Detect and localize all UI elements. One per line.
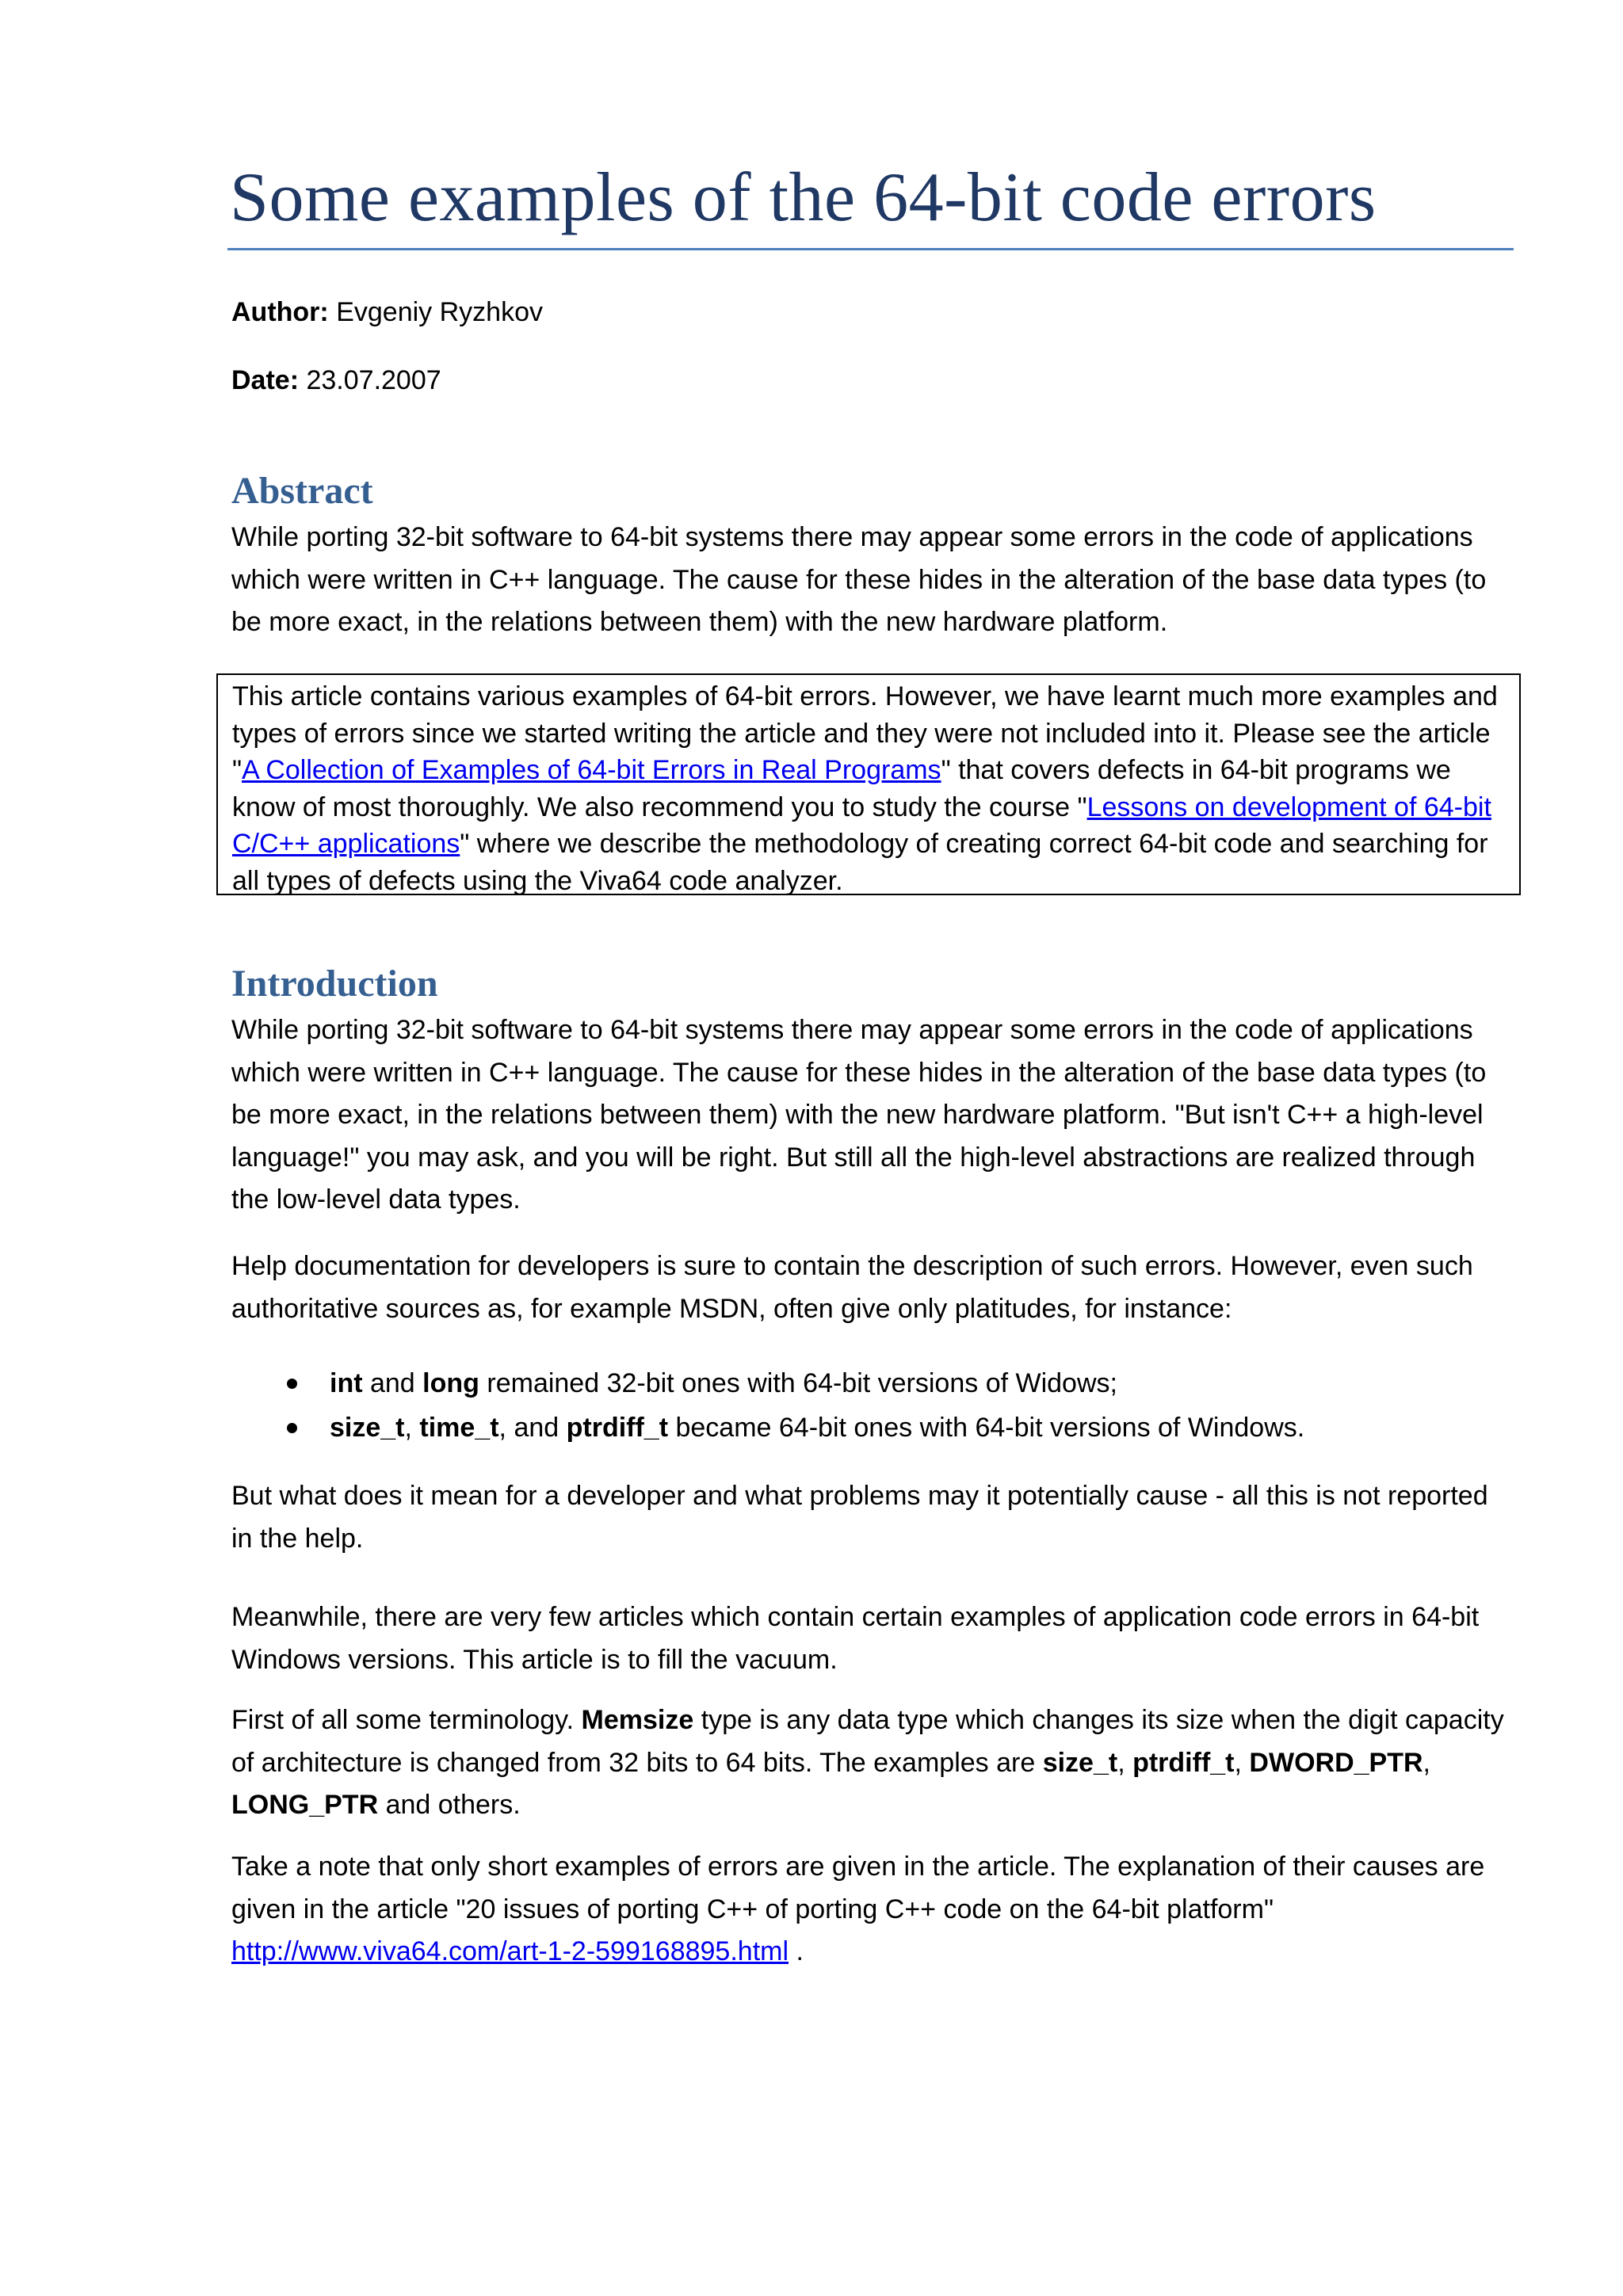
date-line — [231, 361, 441, 399]
text-and: and — [362, 1368, 423, 1398]
viva64-article-link[interactable]: http://www.viva64.com/art-1-2-599168895.html — [231, 1936, 789, 1966]
notice-text-1: This article contains various examples of 64-bit errors. However, we have learnt much more examples and types of errors since we started writing the article and they were not included into it. Please see the article " — [232, 681, 1498, 785]
separator: , — [1117, 1747, 1133, 1778]
introduction-heading: Introduction — [231, 963, 438, 1005]
lessons-course-link[interactable]: Lessons on development of 64-bit C/C++ applications — [232, 791, 1491, 859]
bullet-icon — [287, 1423, 297, 1433]
term-ptrdiff-t: ptrdiff_t — [566, 1413, 669, 1443]
bullet-icon — [287, 1379, 297, 1389]
bullet-1-rest: remained 32-bit ones with 64-bit versions of Widows; — [479, 1368, 1117, 1398]
term-ptrdiff-t: ptrdiff_t — [1132, 1747, 1235, 1778]
intro-paragraph-1: While porting 32-bit software to 64-bit systems there may appear some errors in the code of applications which were written in C++ language. The cause for these hides in the alteration of the base data types (to be more exact, in the relations between them) with the new hardware platform. "But isn't C++ a high-level language!" you may ask, and you will be right. But still all the high-level abstractions are realized through the low-level data types. — [231, 1015, 1487, 1215]
term-int: int — [330, 1368, 363, 1398]
collection-article-link[interactable]: A Collection of Examples of 64-bit Errors in Real Programs — [242, 755, 941, 785]
intro-paragraph-4: Meanwhile, there are very few articles which contain certain examples of application code errors in 64-bit Windows versions. This article is to fill the vacuum. — [231, 1602, 1480, 1675]
p6-tail: . — [789, 1936, 804, 1966]
term-size-t: size_t — [1042, 1747, 1118, 1778]
abstract-paragraph: While porting 32-bit software to 64-bit systems there may appear some errors in the code of applications which were written in C++ language. The cause for these hides in the alteration of the base data types (to be more exact, in the relations between them) with the new hardware platform. — [231, 522, 1487, 637]
abstract-heading: Abstract — [231, 470, 373, 512]
p5-text-2: type is any data type which changes its size when the digit capacity of architecture is changed from 32 bits to 64 bits. The examples are — [231, 1705, 1504, 1778]
separator: , — [1234, 1747, 1250, 1778]
author-label: Author: — [231, 297, 329, 327]
list-item — [231, 1361, 1515, 1405]
author-value: Evgeniy Ryzhkov — [336, 297, 543, 327]
list-item — [231, 1405, 1515, 1450]
intro-paragraph-3: But what does it mean for a developer and what problems may it potentially cause - all this is not reported in the help. — [231, 1481, 1488, 1554]
term-long: long — [422, 1368, 479, 1398]
date-label: Date: — [231, 365, 300, 395]
author-line — [231, 293, 543, 331]
intro-paragraph-6 — [231, 1846, 1515, 1974]
term-memsize: Memsize — [581, 1705, 694, 1735]
bullet-2-rest: became 64-bit ones with 64-bit versions of Windows. — [668, 1413, 1305, 1443]
document-title: Some examples of the 64-bit code errors — [230, 159, 1377, 236]
term-size-t: size_t — [330, 1413, 405, 1443]
p5-text-3: and others. — [378, 1790, 521, 1820]
term-long-ptr: LONG_PTR — [231, 1790, 379, 1820]
notice-text-2: " that covers defects in 64-bit programs we know of most thoroughly. We also recommend you to study the course " — [232, 755, 1451, 822]
notice-text-3: " where we describe the methodology of creating correct 64-bit code and searching for all types of defects using the Viva64 code analyzer. — [232, 829, 1488, 896]
term-time-t: time_t — [419, 1413, 499, 1443]
separator: , — [404, 1413, 420, 1443]
separator: , and — [498, 1413, 567, 1443]
p6-text: Take a note that only short examples of errors are given in the article. The explanation of their causes are given in the article "20 issues of porting C++ of porting C++ code on the 64-bit platform" — [231, 1852, 1485, 1924]
separator: , — [1423, 1747, 1430, 1778]
p5-text-1: First of all some terminology. — [231, 1705, 582, 1735]
date-value: 23.07.2007 — [306, 365, 441, 395]
intro-paragraph-5 — [231, 1699, 1515, 1827]
notice-box — [216, 673, 1521, 895]
term-dword-ptr: DWORD_PTR — [1249, 1747, 1423, 1778]
memory-types-list — [231, 1361, 1515, 1450]
intro-paragraph-2: Help documentation for developers is sure to contain the description of such errors. However, even such authoritative sources as, for example MSDN, often give only platitudes, for instance: — [231, 1251, 1473, 1324]
title-underline — [227, 248, 1514, 250]
